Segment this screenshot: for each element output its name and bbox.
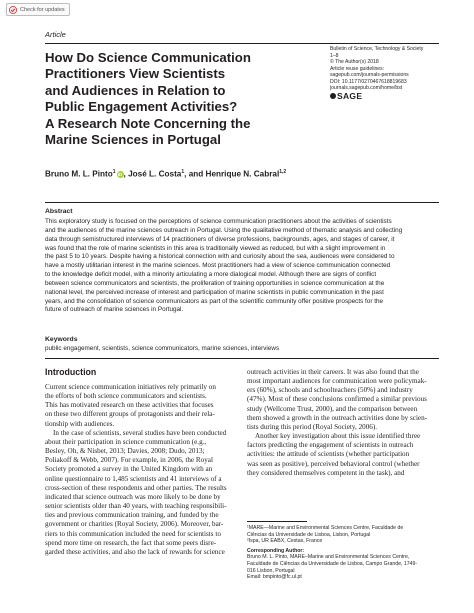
journal-info	[330, 46, 423, 99]
title-line: Practitioners View Scientists	[45, 66, 226, 82]
body-line: activities: the attitude of scientists (whether participation	[247, 450, 410, 459]
body-line: tionship with audiences.	[45, 419, 115, 428]
author-affiliation-mark: 1,2	[279, 169, 287, 175]
author-name: Henrique N. Cabral	[205, 169, 280, 179]
article-type-label: Article	[45, 30, 66, 39]
body-line: tists during this period (Royal Society, 2006).	[247, 422, 378, 431]
body-line: spend more time on research, the fact that some peers disre-	[45, 538, 217, 547]
author-affiliation-mark: 1	[112, 169, 116, 175]
abstract-body	[45, 218, 439, 315]
check-for-updates-label: Check for updates	[20, 6, 65, 13]
title-line: How Do Science Communication	[45, 50, 251, 65]
body-column-right	[247, 368, 439, 478]
abstract-line: to the knowledge deficit model, with a minority articulating a more dialogical model. Although there are signs of conflict	[45, 271, 377, 279]
paper-title	[45, 50, 325, 148]
abstract-line: future of outreach of marine sciences in Portugal.	[45, 306, 184, 314]
footnote-rule	[247, 521, 307, 522]
body-line: cross-section of these respondents and other parties. The results	[45, 483, 227, 492]
body-column-left	[45, 383, 237, 557]
author-name: Bruno M. L. Pinto	[45, 169, 113, 179]
abstract-line: have a mostly utilitarian interest in the marine sciences. Most practitioners had a view of science communication connected	[45, 262, 391, 270]
abstract-line: and the audiences of the marine sciences outreach in Portugal. Using the qualitative method of thematic analysis and collecting	[45, 226, 403, 234]
keywords-heading: Keywords	[45, 336, 78, 343]
body-line: on these two different groups of protagonists and their rela-	[45, 410, 215, 419]
permissions-link[interactable]: sagepub.com/journals-permissions	[330, 72, 409, 78]
body-line: study (Wellcome Trust, 2000), and the comparison between	[247, 404, 418, 413]
affiliation-line: ²Ispa, UR EABX, Cestas, France	[247, 538, 323, 545]
abstract-line: was found that the role of marine scientists in this area is traditionally viewed as reduced, but with a slight improvement in	[45, 244, 386, 252]
body-line: riers to this communication included the need for scientists to	[45, 529, 221, 538]
affiliation-line: ¹MARE—Marine and Environmental Sciences Centre, Faculdade de	[247, 525, 404, 531]
title-line: A Research Note Concerning the	[45, 115, 251, 131]
author-list: Bruno M. L. Pinto$^1$ iD, José L. Costa$^1$, and Henrique N. Cabral$^{1,2}$	[45, 169, 287, 179]
body-line: ers (60%), schools and schoolteachers (50%) and industry	[247, 386, 413, 395]
abstract-line: This exploratory study is focused on the perceptions of science communication practitioners about the activities of scientists	[45, 218, 392, 225]
abstract-line: data through semistructured interviews of 14 practitioners of diverse professions, backgrounds, ages, and stages of career, it	[45, 235, 395, 243]
author-name: José L. Costa	[128, 169, 182, 179]
abstract-line: national level, the perceived increase of interest and participation of marine scientists in public communication in the past	[45, 288, 384, 296]
body-line: Another key investigation about this issue identified three	[255, 432, 421, 441]
keywords-rule	[45, 358, 439, 359]
title-line: and Audiences in Relation to	[45, 82, 226, 98]
body-line: was seen as positive), perceived behavioral control (whether	[247, 459, 420, 468]
body-line: Society promoted a survey in the United Kingdom with an	[45, 465, 213, 474]
footnotes	[247, 525, 417, 581]
body-line: Current science communication initiatives rely primarily on	[45, 383, 216, 391]
author-separator: , and	[184, 169, 206, 179]
abstract-line: between science communicators and scientists, the proliferation of training opportunities in science communication at the	[45, 279, 385, 287]
body-line: factors predicting the engagement of scientists in outreach	[247, 441, 414, 450]
body-line: online questionnaire to 1,485 scientists and 41 interviews of a	[45, 474, 222, 483]
body-line: about their participation in science communication (e.g.,	[45, 437, 207, 446]
doi[interactable]: DOI: 10.1177/0270467618819683	[330, 78, 407, 85]
body-line: (47%). Most of these conclusions confirmed a similar previous	[247, 395, 427, 404]
sage-logo-icon	[330, 93, 336, 99]
authors-rule	[45, 202, 439, 203]
page-range: 1–8	[330, 52, 339, 59]
abstract-line: years, and the consolidation of science communicators as part of the scientific community offer positive prospects for the	[45, 297, 384, 305]
journal-homepage-link[interactable]: journals.sagepub.com/home/bst	[330, 85, 403, 91]
body-line: senior scientists older than 40 years, with teaching responsibili-	[45, 502, 227, 511]
affiliation-line: Ciências da Universidade de Lisboa, Lisbon, Portugal	[247, 531, 371, 538]
header-rule	[45, 43, 439, 44]
body-line: This has motivated research on these activities that focuses	[45, 401, 214, 410]
abstract-line: the past 5 to 10 years. Despite having a historical connection with and curiosity about the sea, audiences were considered to	[45, 253, 395, 261]
journal-name: Bulletin of Science, Technology & Society	[330, 46, 424, 52]
orcid-icon[interactable]: iD	[117, 171, 123, 177]
body-line: they considered themselves competent in the task), and	[247, 468, 405, 477]
body-line: most important audiences for communication were policymak-	[247, 377, 427, 386]
body-line: In the case of scientists, several studies have been conducted	[53, 428, 227, 437]
crossmark-icon	[9, 6, 17, 14]
body-line: ties and previous communication training, and funded by the	[45, 511, 219, 520]
abstract-heading: Abstract	[45, 208, 73, 215]
corresponding-author-line: 016 Lisbon, Portugal	[247, 567, 295, 574]
corresponding-author-heading: Corresponding Author:	[247, 547, 305, 554]
corresponding-author-line: Faculdade de Ciências da Universidade de Lisboa, Campo Grande, 1749-	[247, 560, 418, 567]
body-line: Poliakoff & Webb, 2007). For example, in 2006, the Royal	[45, 456, 213, 465]
introduction-heading: Introduction	[45, 367, 97, 377]
author-affiliation-mark: 1	[181, 169, 185, 175]
body-line: outreach activities in their careers. It was also found that the	[247, 368, 419, 376]
body-line: Besley, Oh, & Nisbet, 2013; Davies, 2008; Dudo, 2013;	[45, 447, 205, 456]
copyright: © The Author(s) 2018	[330, 59, 379, 65]
body-line: the efforts of both science communicators and scientists.	[45, 392, 207, 401]
title-line: Public Engagement Activities?	[45, 99, 238, 115]
sage-logo	[330, 90, 423, 101]
title-line: Marine Sciences in Portugal	[45, 132, 221, 148]
body-line: indicated that science outreach was more likely to be done by	[45, 492, 221, 501]
reuse-guidelines: Article reuse guidelines:	[330, 65, 385, 72]
sage-logo-text: SAGE	[337, 90, 363, 101]
corresponding-author-email[interactable]: Email: bmpinto@fc.ul.pt	[247, 574, 302, 581]
body-line: them showed a growth in the outreach activities done by scien-	[247, 413, 428, 422]
keywords-list: public engagement, scientists, science communicators, marine sciences, interviews	[45, 345, 280, 352]
check-for-updates-button[interactable]	[6, 3, 70, 16]
corresponding-author-line: Bruno M. L. Pinto, MARE–Marine and Environmental Sciences Centre,	[247, 554, 410, 561]
body-line: government or charities (Royal Society, 2006). Moreover, bar-	[45, 520, 224, 529]
body-line: garded these activities, and also the lack of rewards for science	[45, 547, 225, 556]
